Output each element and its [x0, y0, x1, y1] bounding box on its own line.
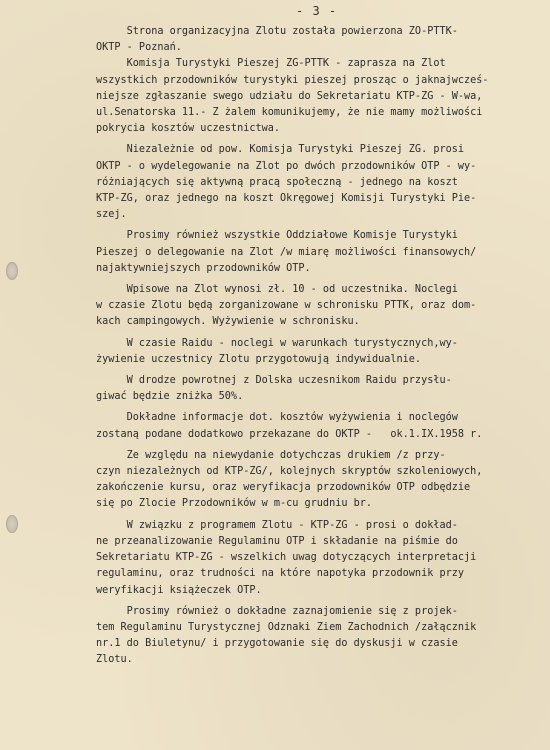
paragraph-regulations	[96, 518, 536, 599]
text-line: zostaną podane dodatkowo przekazane do OKTP - ok.1.IX.1958 r.	[96, 428, 483, 440]
punch-hole	[6, 515, 18, 533]
text-line: W drodze powrotnej z Dolska uczesnikom Raidu przysłu-	[96, 375, 452, 387]
paragraph-branch-committees	[96, 228, 536, 277]
text-line: niejsze zgłaszanie swego udziału do Sekretariatu KTP-ZG - W-wa,	[96, 90, 483, 102]
text-line: regulaminu, oraz trudności na które napotyka przodownik przy	[96, 568, 465, 580]
text-line: pokrycia kosztów uczestnictwa.	[96, 123, 281, 135]
text-line: Niezależnie od pow. Komisja Turystyki Pieszej ZG. prosi	[96, 144, 465, 156]
text-line: kach campingowych. Wyżywienie w schronisku.	[96, 316, 360, 328]
text-line: Strona organizacyjna Zlotu została powierzona ZO-PTTK-	[96, 26, 458, 37]
text-line: Sekretariatu KTP-ZG - wszelkich uwag dotyczących interpretacji	[96, 552, 477, 564]
text-line: szej.	[96, 209, 127, 221]
text-line: nr.1 do Biuletynu/ i przygotowanie się do dyskusji w czasie	[96, 638, 458, 650]
text-line: wszystkich przodowników turystyki pieszej prosząc o jaknajwcześ-	[96, 74, 489, 86]
text-line: KTP-ZG, oraz jednego na koszt Okręgowej Komisji Turystyki Pie-	[96, 193, 477, 205]
paragraph-delegation	[96, 142, 536, 223]
text-line: Prosimy również o dokładne zaznajomienie się z projek-	[96, 605, 458, 617]
text-line: w czasie Zlotu będą zorganizowane w schronisku PTTK, oraz dom-	[96, 300, 477, 312]
text-line: Dokładne informacje dot. kosztów wyżywienia i noclegów	[96, 412, 458, 424]
text-line: najaktywniejszych przodowników OTP.	[96, 262, 311, 274]
text-line: ul.Senatorska 11.- Z żalem komunikujemy, że nie mamy możliwości	[96, 107, 483, 119]
text-line: OKTP - o wydelegowanie na Zlot po dwóch przodowników OTP - wy-	[96, 160, 477, 172]
text-line: Zlotu.	[96, 654, 133, 666]
text-line: giwać będzie zniżka 50%.	[96, 391, 244, 403]
text-line: się po Zlocie Przodowników w m-cu grudniu br.	[96, 498, 373, 510]
text-line: czyn niezależnych od KTP-ZG/, kolejnych skryptów szkoleniowych,	[96, 466, 483, 478]
page-number: - 3 -	[296, 4, 338, 18]
text-line: OKTP - Poznań.	[96, 42, 182, 54]
paragraph-raid	[96, 336, 536, 368]
text-line: Komisja Turystyki Pieszej ZG-PTTK - zaprasza na Zlot	[96, 58, 446, 70]
text-line: zakończenie kursu, oraz weryfikacja przodowników OTP odbędzie	[96, 482, 471, 494]
paragraph-badge-project	[96, 604, 536, 669]
text-line: ne przeanalizowanie Regulaminu OTP i składanie na piśmie do	[96, 535, 458, 547]
text-line: Pieszej o delegowanie na Zlot /w miarę możliwości finansowych/	[96, 246, 477, 258]
text-line: W związku z programem Zlotu - KTP-ZG - prosi o dokład-	[96, 519, 458, 531]
paragraph-cost-info	[96, 410, 536, 442]
text-line: Wpisowe na Zlot wynosi zł. 10 - od uczestnika. Noclegi	[96, 284, 458, 296]
text-line: weryfikacji książeczek OTP.	[96, 584, 262, 596]
paragraph-organization	[96, 24, 536, 137]
paragraph-verification	[96, 448, 536, 513]
paragraph-fees	[96, 282, 536, 331]
text-line: tem Regulaminu Turystycznej Odznaki Ziem Zachodnich /załącznik	[96, 621, 477, 633]
text-line: różniających się aktywną pracą społeczną - jednego na koszt	[96, 176, 458, 188]
text-line: W czasie Raidu - noclegi w warunkach turystycznych,wy-	[96, 337, 458, 349]
text-line: żywienie uczestnicy Zlotu przygotowują indywidualnie.	[96, 353, 422, 365]
text-line: Ze względu na niewydanie dotychczas drukiem /z przy-	[96, 449, 446, 461]
punch-hole	[6, 262, 18, 280]
text-line: Prosimy również wszystkie Oddziałowe Komisje Turystyki	[96, 230, 458, 242]
paragraph-return-discount	[96, 373, 536, 405]
document-body	[96, 24, 536, 674]
